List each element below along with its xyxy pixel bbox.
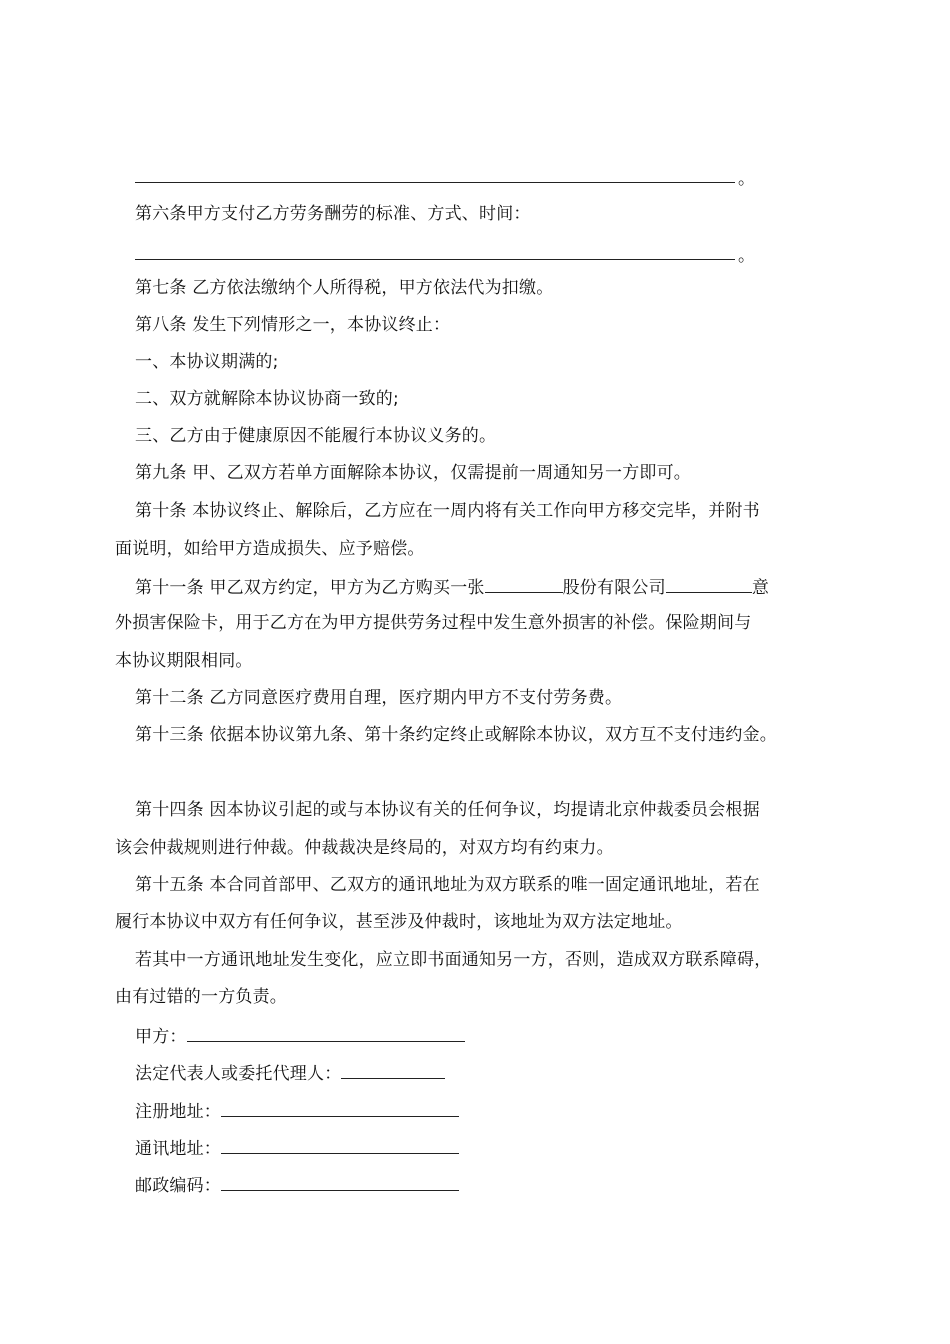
article-11-text-b: 股份有限公司 <box>562 578 666 598</box>
article-7: 第七条 乙方依法缴纳个人所得税，甲方依法代为扣缴。 <box>135 278 554 298</box>
legal-rep-blank[interactable] <box>341 1061 445 1079</box>
address-change-line-2: 由有过错的一方负责。 <box>115 987 287 1007</box>
article-8: 第八条 发生下列情形之一，本协议终止： <box>135 315 451 335</box>
article-12: 第十二条 乙方同意医疗费用自理，医疗期内甲方不支付劳务费。 <box>135 688 623 708</box>
party-a-label: 甲方： <box>135 1027 187 1047</box>
article-10-line-1: 第十条 本协议终止、解除后，乙方应在一周内将有关工作向甲方移交完毕，并附书 <box>135 501 760 521</box>
mail-address-blank[interactable] <box>221 1136 459 1154</box>
reg-address-blank[interactable] <box>221 1099 459 1117</box>
article-8-item-2: 二、双方就解除本协议协商一致的; <box>135 389 399 409</box>
fill-blank-line <box>135 259 735 260</box>
legal-rep-label: 法定代表人或委托代理人： <box>135 1064 342 1084</box>
party-a-blank[interactable] <box>187 1024 465 1042</box>
article-10-line-2: 面说明，如给甲方造成损失、应予赔偿。 <box>115 539 425 559</box>
mail-address-field <box>135 1136 459 1158</box>
article-11-line-1 <box>135 575 769 597</box>
reg-address-label: 注册地址： <box>135 1102 221 1122</box>
party-a-field <box>135 1024 465 1046</box>
address-change-line-1: 若其中一方通讯地址发生变化，应立即书面通知另一方，否则，造成双方联系障碍， <box>135 950 772 970</box>
mail-address-label: 通讯地址： <box>135 1139 221 1159</box>
article-13: 第十三条 依据本协议第九条、第十条约定终止或解除本协议，双方互不支付违约金。 <box>135 725 778 745</box>
article-15-line-2: 履行本协议中双方有任何争议，甚至涉及仲裁时，该地址为双方法定地址。 <box>115 912 683 932</box>
article-15-line-1: 第十五条 本合同首部甲、乙双方的通讯地址为双方联系的唯一固定通讯地址，若在 <box>135 875 760 895</box>
postal-code-label: 邮政编码： <box>135 1176 221 1196</box>
legal-rep-field <box>135 1061 445 1083</box>
insurance-type-blank <box>666 575 752 593</box>
article-14-line-2: 该会仲裁规则进行仲裁。仲裁裁决是终局的，对双方均有约束力。 <box>115 838 614 858</box>
article-11-line-2: 外损害保险卡，用于乙方在为甲方提供劳务过程中发生意外损害的补偿。保险期间与 <box>115 613 752 633</box>
article-11-line-3: 本协议期限相同。 <box>115 651 253 671</box>
article-11-text-a: 第十一条 甲乙双方约定，甲方为乙方购买一张 <box>135 578 485 598</box>
fill-blank-line <box>135 182 735 183</box>
postal-code-field <box>135 1173 459 1195</box>
end-period: 。 <box>738 169 755 189</box>
postal-code-blank[interactable] <box>221 1173 459 1191</box>
article-8-item-3: 三、乙方由于健康原因不能履行本协议义务的。 <box>135 426 497 446</box>
article-6: 第六条甲方支付乙方劳务酬劳的标准、方式、时间： <box>135 204 531 224</box>
end-period: 。 <box>738 246 755 266</box>
article-14-line-1: 第十四条 因本协议引起的或与本协议有关的任何争议，均提请北京仲裁委员会根据 <box>135 800 760 820</box>
article-9: 第九条 甲、乙双方若单方面解除本协议，仅需提前一周通知另一方即可。 <box>135 463 692 483</box>
article-11-text-c: 意 <box>751 578 770 598</box>
reg-address-field <box>135 1099 459 1121</box>
insurer-blank <box>485 575 563 593</box>
article-8-item-1: 一、本协议期满的; <box>135 352 279 372</box>
